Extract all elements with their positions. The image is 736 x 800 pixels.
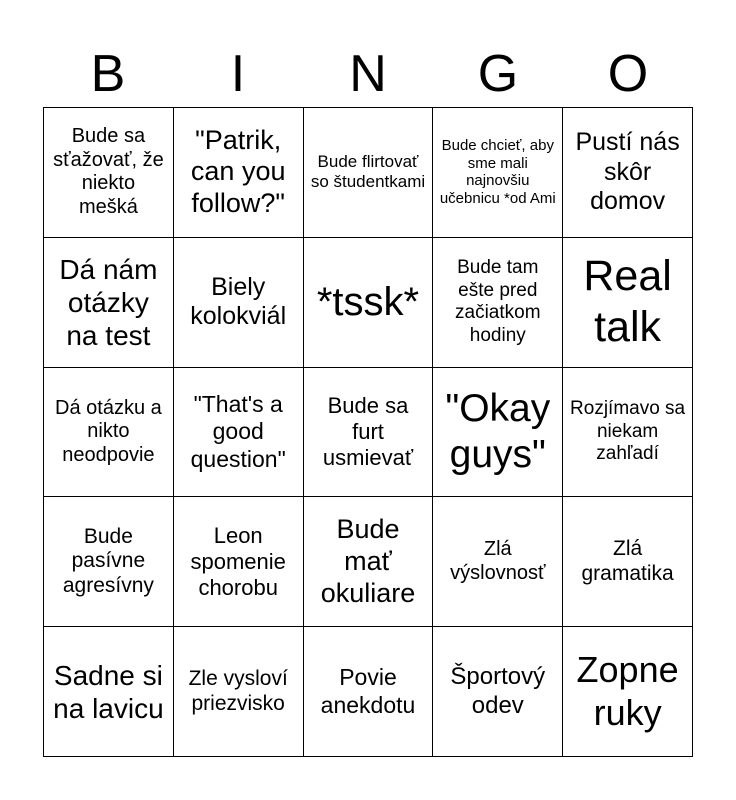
- bingo-cell[interactable]: "Okay guys": [433, 368, 563, 498]
- bingo-cell[interactable]: Dá otázku a nikto neodpovie: [44, 368, 174, 498]
- bingo-board: [43, 107, 693, 757]
- bingo-cell[interactable]: Real talk: [563, 238, 693, 368]
- bingo-cell[interactable]: Rozjímavo sa niekam zahľadí: [563, 368, 693, 498]
- bingo-cell[interactable]: Zle vysloví priezvisko: [174, 627, 304, 757]
- bingo-cell[interactable]: Bude sa furt usmievať: [304, 368, 434, 498]
- bingo-cell[interactable]: Bude flirtovať so študentkami: [304, 108, 434, 238]
- bingo-cell[interactable]: Bude mať okuliare: [304, 497, 434, 627]
- bingo-cell[interactable]: Zopne ruky: [563, 627, 693, 757]
- bingo-cell[interactable]: "Patrik, can you follow?": [174, 108, 304, 238]
- bingo-cell[interactable]: Zlá výslovnosť: [433, 497, 563, 627]
- bingo-cell[interactable]: Bude pasívne agresívny: [44, 497, 174, 627]
- header-letter-i: I: [230, 45, 246, 103]
- bingo-cell[interactable]: Biely kolokviál: [174, 238, 304, 368]
- bingo-header: [43, 40, 693, 108]
- header-letter-b: B: [90, 45, 126, 103]
- bingo-cell[interactable]: Povie anekdotu: [304, 627, 434, 757]
- bingo-cell[interactable]: Zlá gramatika: [563, 497, 693, 627]
- bingo-cell[interactable]: Sadne si na lavicu: [44, 627, 174, 757]
- header-letter-g: G: [477, 45, 519, 103]
- bingo-cell[interactable]: Športový odev: [433, 627, 563, 757]
- bingo-cell[interactable]: Dá nám otázky na test: [44, 238, 174, 368]
- bingo-cell[interactable]: "That's a good question": [174, 368, 304, 498]
- header-letter-n: N: [349, 45, 387, 103]
- bingo-cell[interactable]: Bude sa sťažovať, že niekto mešká: [44, 108, 174, 238]
- bingo-cell[interactable]: Bude tam ešte pred začiatkom hodiny: [433, 238, 563, 368]
- bingo-cell[interactable]: Bude chcieť, aby sme mali najnovšiu učebnicu *od Ami: [433, 108, 563, 238]
- header-letter-o: O: [607, 45, 649, 103]
- bingo-cell[interactable]: Leon spomenie chorobu: [174, 497, 304, 627]
- bingo-cell[interactable]: Pustí nás skôr domov: [563, 108, 693, 238]
- bingo-cell[interactable]: *tssk*: [304, 238, 434, 368]
